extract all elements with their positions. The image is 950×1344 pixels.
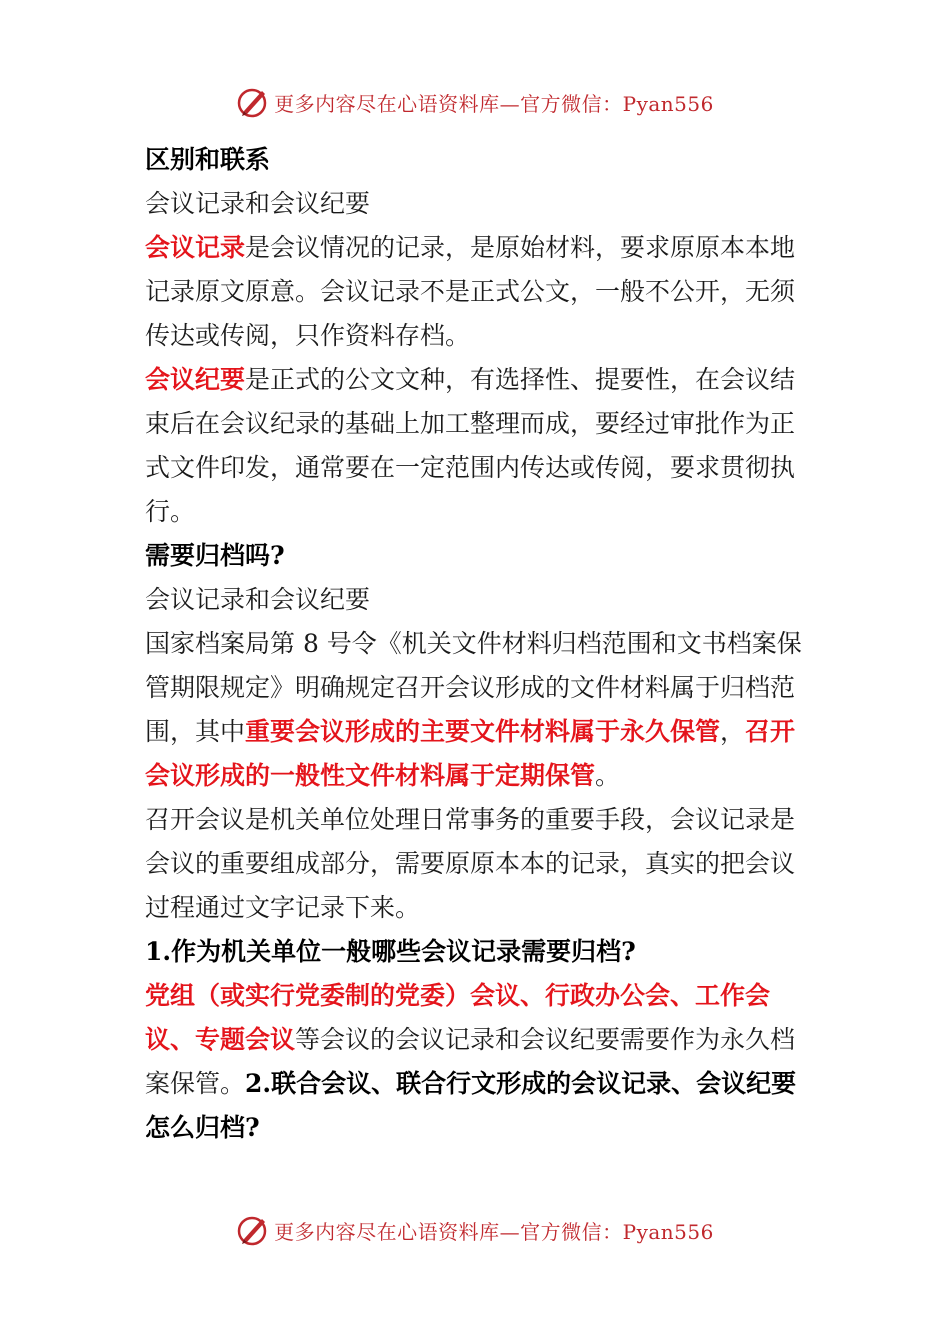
section-heading (145, 930, 810, 974)
paragraph (145, 798, 810, 930)
highlighted-text: 党组（或实行党委制的党委）会议、行政办公会、工作会议、专题会议 (145, 981, 771, 1054)
highlighted-text: 重要会议形成的主要文件材料属于永久保管 (245, 717, 721, 746)
paragraph (145, 622, 810, 798)
paragraph (145, 226, 810, 358)
text-run: 2.联合会议、联合行文形成的会议记录、会议纪要怎么归档? (145, 1069, 797, 1142)
footer-watermark (0, 1210, 950, 1250)
pen-logo-icon (236, 1213, 270, 1247)
text-run: 等会议的会议记录和会议纪要需要作为永久档案保管。 (145, 1025, 796, 1098)
highlighted-text: 会议纪要 (145, 365, 246, 394)
text-run: 国家档案局第 8 号令《机关文件材料归档范围和文书档案保管期限规定》明确规定召开会议形成的文件材料属于归档范围，其中 (145, 629, 802, 746)
paragraph (145, 182, 810, 226)
header-watermark (0, 82, 950, 122)
highlighted-text: 召开会议形成的一般性文件材料属于定期保管 (145, 717, 796, 790)
section-heading (145, 138, 810, 182)
paragraph (145, 974, 810, 1150)
paragraph (145, 358, 810, 534)
text-run: 会议记录和会议纪要 (145, 189, 371, 218)
text-run: 是正式的公文文种，有选择性、提要性，在会议结束后在会议纪录的基础上加工整理而成，要经过审批作为正式文件印发，通常要在一定范围内传达或传阅，要求贯彻执行。 (145, 365, 796, 526)
text-run: 需要归档吗? (145, 541, 285, 570)
watermark-text: 更多内容尽在心语资料库—官方微信：Pyan556 (274, 1219, 714, 1244)
paragraph (145, 578, 810, 622)
document-body (145, 138, 810, 1150)
watermark-text: 更多内容尽在心语资料库—官方微信：Pyan556 (274, 91, 714, 116)
section-heading (145, 534, 810, 578)
text-run: 是会议情况的记录，是原始材料，要求原原本本地记录原文原意。会议记录不是正式公文，一般不公开，无须传达或传阅，只作资料存档。 (145, 233, 796, 350)
text-run: 召开会议是机关单位处理日常事务的重要手段，会议记录是会议的重要组成部分，需要原原本本的记录，真实的把会议过程通过文字记录下来。 (145, 805, 796, 922)
text-run: ， (720, 717, 746, 746)
text-run: 会议记录和会议纪要 (145, 585, 371, 614)
text-run: 1.作为机关单位一般哪些会议记录需要归档? (145, 937, 636, 966)
text-run: 区别和联系 (145, 145, 271, 174)
pen-logo-icon (236, 85, 270, 119)
highlighted-text: 会议记录 (145, 233, 246, 262)
text-run: 。 (595, 761, 621, 790)
